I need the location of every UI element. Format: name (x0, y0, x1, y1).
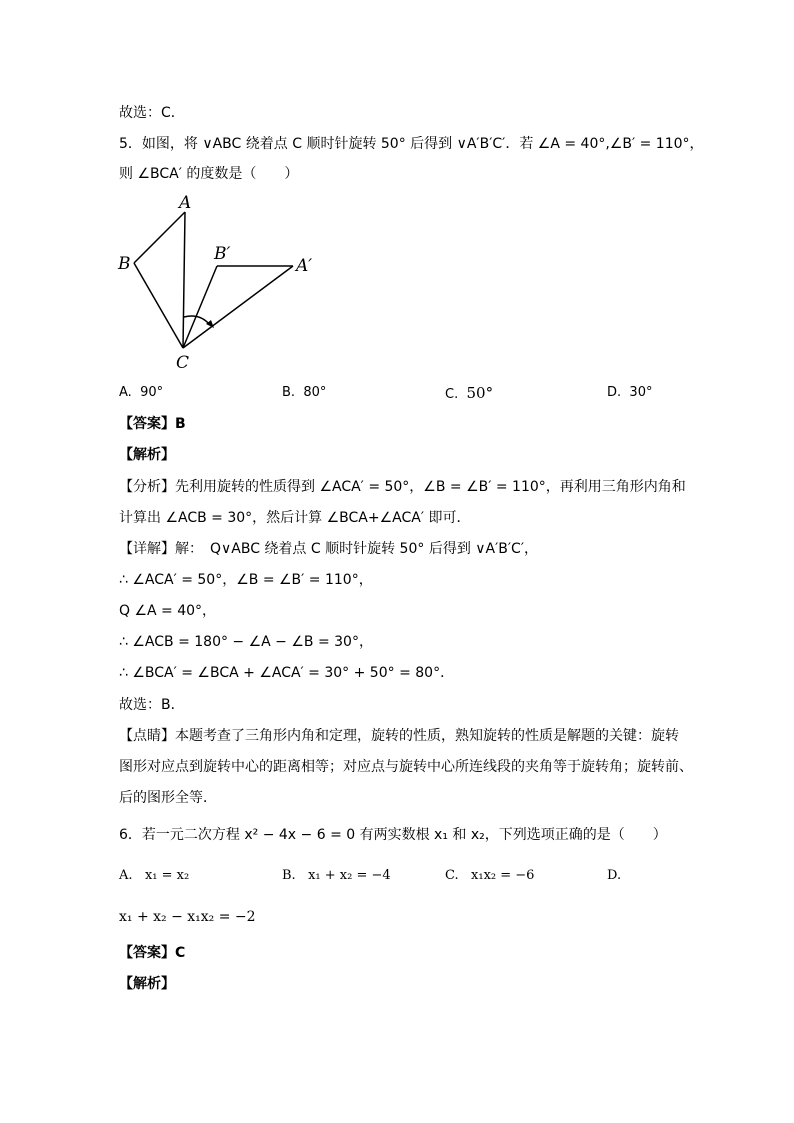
q5-option-a: A. 90° (119, 385, 164, 400)
dianjing-line-1: 【点睛】本题考查了三角形内角和定理，旋转的性质，熟知旋转的性质是解题的关键：旋转 (119, 728, 679, 744)
q6-option-b: B. x₁ + x₂ = −4 (282, 868, 391, 883)
conclusion-line: 故选：C． (119, 105, 185, 121)
q6-option-c: C. x₁x₂ = −6 (445, 868, 535, 883)
fenxi-line-2: 计算出 ∠ACB = 30°，然后计算 ∠BCA+∠ACA′ 即可． (119, 510, 471, 526)
label-b-prime: B′ (214, 244, 231, 264)
question-5-stem: 5．如图，将 ∨ABC 绕着点 C 顺时针旋转 50° 后得到 ∨A′B′C′．若 ∠A = 40°,∠B′ = 110°， (119, 136, 704, 152)
q5-option-c: C. 50° (445, 384, 494, 402)
edge-ab (134, 212, 185, 263)
q6-option-d-value: x₁ + x₂ − x₁x₂ = −2 (119, 909, 256, 925)
detail-line: 【详解】解： Q∨ABC 绕着点 C 顺时针旋转 50° 后得到 ∨A′B′C′， (119, 541, 539, 557)
label-a-prime: A′ (296, 256, 313, 276)
q6-option-d: D. (607, 868, 622, 883)
answer-6: 【答案】C (119, 945, 186, 961)
rotation-arc (184, 316, 210, 325)
dianjing-line-2: 图形对应点到旋转中心的距离相等；对应点与旋转中心所连线段的夹角等于旋转角；旋转前、 (119, 759, 693, 775)
question-6-stem: 6．若一元二次方程 x² − 4x − 6 = 0 有两实数根 x₁ 和 x₂，下列选项正确的是（ ） (119, 827, 667, 843)
edge-ac (183, 212, 185, 348)
label-a: A (179, 193, 192, 213)
step-2: Q ∠A = 40°， (119, 603, 217, 619)
label-c: C (176, 353, 190, 373)
rotation-figure (110, 190, 330, 375)
step-1: ∴ ∠ACA′ = 50°，∠B = ∠B′ = 110°， (119, 572, 373, 588)
label-b: B (118, 254, 131, 274)
analysis-6-heading: 【解析】 (119, 976, 175, 992)
q5-option-d: D. 30° (607, 385, 653, 400)
step-4: ∴ ∠BCA′ = ∠BCA + ∠ACA′ = 30° + 50° = 80°． (119, 665, 455, 681)
dianjing-line-3: 后的图形全等． (119, 790, 217, 806)
fenxi-line-1: 【分析】先利用旋转的性质得到 ∠ACA′ = 50°，∠B = ∠B′ = 110°，再利用三角形内角和 (119, 479, 686, 495)
q6-option-a: A. x₁ = x₂ (119, 868, 190, 883)
analysis-5-heading: 【解析】 (119, 447, 175, 463)
step-3: ∴ ∠ACB = 180° − ∠A − ∠B = 30°， (119, 634, 373, 650)
q5-option-b: B. 80° (282, 385, 327, 400)
edge-bc (134, 263, 183, 348)
question-5-stem-cont: 则 ∠BCA′ 的度数是（ ） (119, 166, 299, 182)
answer-5: 【答案】B (119, 416, 186, 432)
conclusion-5: 故选：B． (119, 697, 185, 713)
